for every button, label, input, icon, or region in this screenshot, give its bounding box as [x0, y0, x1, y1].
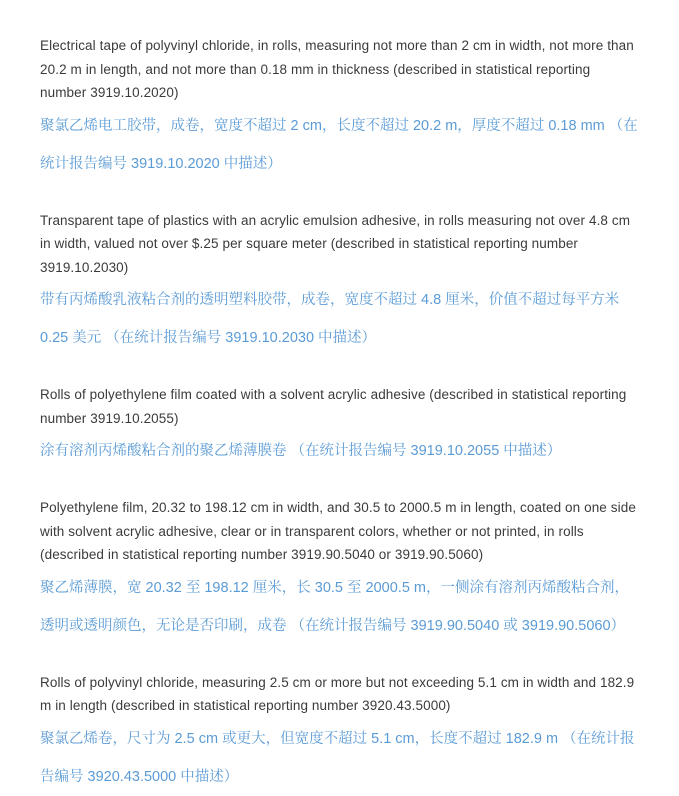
item-english-description: Rolls of polyvinyl chloride, measuring 2.5 cm or more but not exceeding 5.1 cm in width and 182.9 m in length (described in statistical reporting number 3920.43.5000) [40, 674, 635, 713]
item-english-description: Polyethylene film, 20.32 to 198.12 cm in width, and 30.5 to 2000.5 m in length, coated on one side with solvent acrylic adhesive, clear or in transparent colors, whether or not printed, in rolls (described in statistical reporting number 3919.90.5040 or 3919.90.5060) [40, 500, 636, 562]
item-chinese-translation: 聚氯乙烯电工胶带，成卷，宽度不超过 2 cm，长度不超过 20.2 m，厚度不超过 0.18 mm （在统计报告编号 3919.10.2020 中描述） [40, 117, 638, 172]
item-chinese-translation: 聚乙烯薄膜，宽 20.32 至 198.12 厘米，长 30.5 至 2000.5 m，一侧涂有溶剂丙烯酸粘合剂，透明或透明颜色，无论是否印刷，成卷 （在统计报告编号 3919.90.5040 或 3919.90.5060） [40, 579, 630, 634]
tariff-item [40, 496, 640, 645]
item-english-description: Electrical tape of polyvinyl chloride, in rolls, measuring not more than 2 cm in width, not more than 20.2 m in length, and not more than 0.18 mm in thickness (described in statistical reporting number 3919.10.2020) [40, 38, 634, 100]
tariff-item [40, 34, 640, 183]
item-chinese-translation: 涂有溶剂丙烯酸粘合剂的聚乙烯薄膜卷 （在统计报告编号 3919.10.2055 中描述） [40, 443, 562, 459]
tariff-item [40, 383, 640, 470]
item-english-description: Transparent tape of plastics with an acrylic emulsion adhesive, in rolls measuring not over 4.8 cm in width, valued not over $.25 per square meter (described in statistical reporting number 3919.10.2030) [40, 212, 631, 275]
item-chinese-translation: 带有丙烯酸乳液粘合剂的透明塑料胶带，成卷，宽度不超过 4.8 厘米，价值不超过每平方米 0.25 美元 （在统计报告编号 3919.10.2030 中描述） [40, 292, 620, 346]
tariff-item [40, 209, 640, 358]
item-english-description: Rolls of polyethylene film coated with a solvent acrylic adhesive (described in statistical reporting number 3919.10.2055) [40, 387, 627, 426]
item-chinese-translation: 聚氯乙烯卷，尺寸为 2.5 cm 或更大，但宽度不超过 5.1 cm，长度不超过 182.9 m （在统计报告编号 3920.43.5000 中描述） [40, 730, 635, 785]
tariff-item [40, 671, 640, 796]
